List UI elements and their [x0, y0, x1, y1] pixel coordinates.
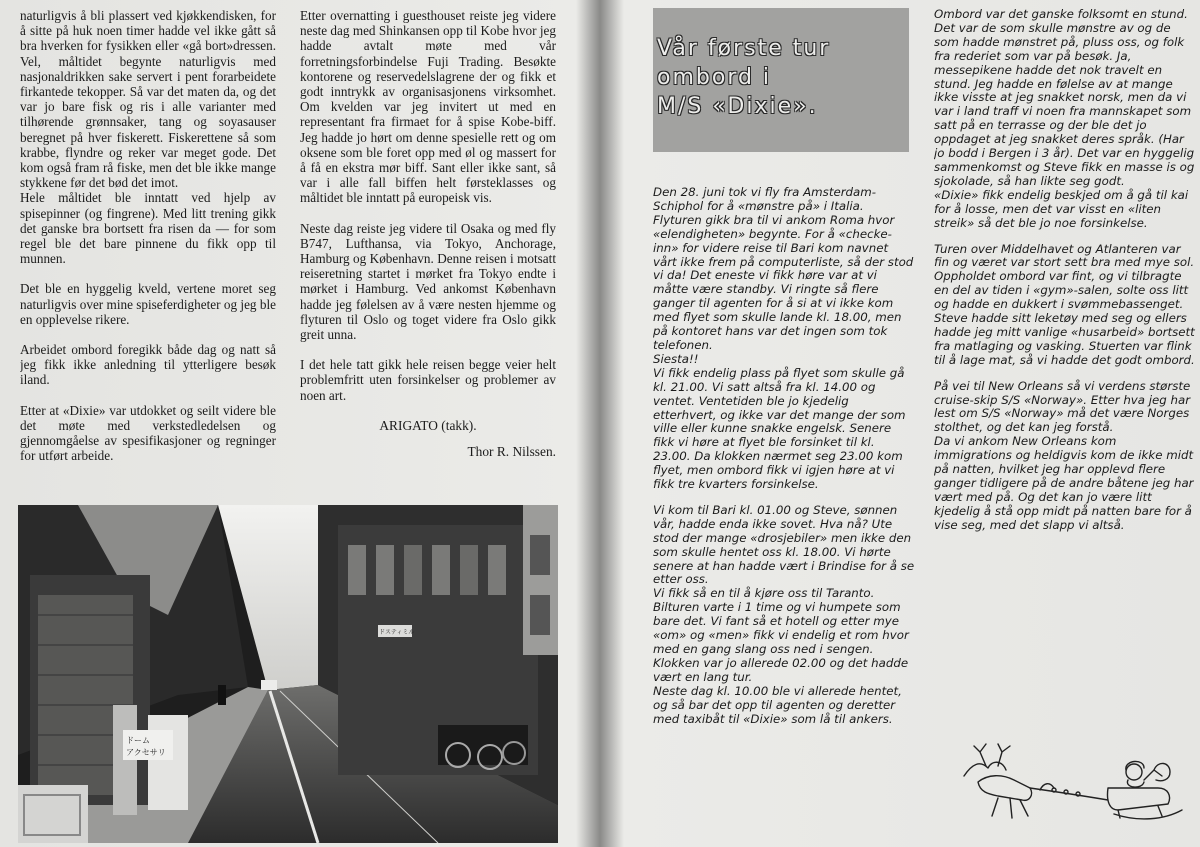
paragraph: Da vi ankom New Orleans kom immigrations og heldigvis kom de ikke midt på natten, hvilket jeg har opplevd flere ganger tidligere på de andre båtene jeg har vært med på. Og det kan jo være litt kjedelig å stå opp midt på natten bare for å vise seg, med det slapp vi altså. — [934, 434, 1194, 532]
paragraph: Ombord var det ganske folksomt en stund. Det var de som skulle mønstre av og de som hadde mønstret på, pluss oss, og folk fra rederiet som var på besøk. Ja, messepikene hadde det nok travelt en stund. Jeg hadde en følelse av at mange ikke visste at jeg snakket norsk, men da vi var i land traff vi noen fra mannskapet som satt på en terrasse og der ble det jo oppdaget at jeg snakket deres språk. (Har jo bodd i Bergen i 3 år). Det var en hyggelig sammenkomst og Steve fikk en masse is og sjokolade, så han likte seg godt. — [934, 8, 1195, 188]
paragraph: Det ble en hyggelig kveld, vertene moret seg naturligvis over mine spiseferdigheter og jeg ble en opplevelse rikere. — [20, 281, 276, 327]
headline-box — [653, 8, 909, 152]
paragraph: Arbeidet ombord foregikk både dag og natt så jeg fikk ikke anledning til ytterligere besøk iland. — [20, 342, 276, 388]
left-page — [0, 0, 590, 847]
paragraph: Vi fikk så en til å kjøre oss til Taranto. Bilturen varte i 1 time og vi humpete som bare det. Vi fant så et hotell og etter mye «om» og «men» fikk vi endelig et rom hvor med en gang slang oss ned i sengen. Klokken var jo allerede 02.00 og det hadde vært en lang tur. — [653, 586, 909, 684]
street-photo — [18, 505, 558, 843]
street-photo-drawing — [18, 505, 558, 843]
paragraph: naturligvis å bli plassert ved kjøkkendisken, for å sitte på huk noen timer hadde vel ikke gått så bra hverken for fysikken eller «gå bort»dressen. Vel, måltidet begynte naturligvis med nasjonaldrikken sake servert i pent forarbeidete firkantede tekopper. Så var det maten da, og det var jo bare fisk og ris i alle varianter med tilhørende grønnsaker, tang og soyasauser beregnet på hver fiskerett. Fiskerettene så som krabbe, flyndre og reker var meget gode. Det kom også fram rå fiske, men det ble ikke mange stykkene før det bød det imot. — [20, 8, 276, 191]
shop-sign-line-1: ドーム — [126, 736, 150, 745]
author-signature: Thor R. Nilssen. — [467, 443, 556, 459]
paragraph: Etter at «Dixie» var utdokket og seilt videre ble det møte med verkstedledelsen og gjennomgåelse av spesifikasjoner og regninger for utført arbeide. — [20, 402, 276, 464]
headline-line: ombord i — [657, 65, 772, 90]
headline-line: M/S «Dixie». — [657, 94, 818, 119]
paragraph: Den 28. juni tok vi fly fra Amsterdam-Schiphol for å «mønstre på» i Italia. Flyturen gikk bra til vi ankom Roma hvor «elendigheten» begynte. For å «checke-inn» for videre reise til Bari kom navnet vårt ikke frem på computerliste, så der stod vi da! Det eneste vi fikk høre var at vi måtte være standby. Vi ringte så flere ganger til agenten for å si at vi ikke kom med flyet som skulle lande kl. 18.00, men på kontoret hans var det ingen som tok telefonen. — [653, 186, 914, 352]
paragraph: Siesta!! — [653, 351, 699, 366]
headline-line: Vår første tur — [657, 36, 831, 61]
shop-sign-line-2: アクセサリ — [126, 748, 166, 757]
article-headline — [653, 34, 913, 121]
paragraph: Neste dag reiste jeg videre til Osaka og med fly B747, Lufthansa, via Tokyo, Anchorage, Hamburg og København. Denne reisen i motsatt reiseretning startet i mørket fra Tokyo endte i mørket i Hamburg. Ved ankomst København hadde jeg følelsen av å være nesten hjemme og flyturen til Oslo og toget videre fra Oslo gikk greit unna. — [300, 220, 556, 343]
paragraph: I det hele tatt gikk hele reisen begge veier helt problemfritt uten forsinkelser og problemer av noen art. — [300, 357, 556, 403]
shop-sign-2: ドスティミル — [379, 629, 415, 636]
right-column-2 — [934, 8, 1196, 726]
paragraph: Turen over Middelhavet og Atlanteren var fin og været var stort sett bra med mye sol. Oppholdet ombord var fint, og vi tilbragte en del av tiden i «gym»-salen, solte oss litt og hadde en dukkert i svømmebassenget. Steve hadde sitt leketøy med seg og ellers hadde jeg mitt vanlige «husarbeid» bortsett fra matlaging og vasking. Stuerten var flink til å lage mat, så vi hadde det godt ombord. — [934, 241, 1195, 367]
left-column-1 — [20, 8, 276, 498]
right-column-1 — [653, 186, 915, 841]
right-page — [606, 0, 1200, 847]
santa-sleigh-illustration — [958, 730, 1194, 842]
paragraph: Hele måltidet ble inntatt ved hjelp av spisepinner (og fingrene). Med litt trening gikk det ganske bra bortsett fra risen da — for som regel ble det bare pinnene du fikk opp til munnen. — [20, 190, 276, 267]
paragraph: Vi kom til Bari kl. 01.00 og Steve, sønnen vår, hadde enda ikke sovet. Hva nå? Ute stod der mange «drosjebiler» men ikke den som skulle hentet oss kl. 18.00. Vi hørte senere at han hadde vært i Brindise for å se etter oss. — [653, 502, 915, 587]
paragraph: Neste dag kl. 10.00 ble vi allerede hentet, og så bar det opp til agenten og deretter med taxibåt til «Dixie» som lå til ankers. — [653, 683, 902, 726]
paragraph: Etter overnatting i guesthouset reiste jeg videre neste dag med Shinkansen opp til Kobe hvor jeg hadde avtalt møte med vår forretningsforbindelse Fuji Trading. Besøkte kontorene og reservedelslagrene der og fikk et godt inntrykk av organisasjonens virksomhet. Om kvelden var jeg invitert ut med en representant fra firmaet for å spise Kobe-biff. Jeg hadde jo hørt om denne spesielle rett og om oksene som ble foret opp med øl og massert for å få en ekstra mør biff. Sant eller ikke sant, så var i alle fall biffen helt førsteklasses og måltidet ble inntatt på europeisk vis. — [300, 8, 556, 206]
paragraph: «Dixie» fikk endelig beskjed om å gå til kai for å losse, men det var visst en «liten streik» så det ble jo noe forsinkelse. — [934, 187, 1189, 230]
closing-thanks: ARIGATO (takk). — [379, 417, 477, 433]
paragraph: Vi fikk endelig plass på flyet som skulle gå kl. 21.00. Vi satt altså fra kl. 14.00 og ventet. Ventetiden ble jo kjedelig etterhvert, og ikke var det mange der som ville eller kunne snakke engelsk. Senere fikk vi høre at flyet ble forsinket til kl. 23.00. Da klokken nærmet seg 23.00 kom flyet, men ombord fikk vi igjen høre at vi fikk tre kvarters forsinkelse. — [653, 365, 906, 492]
paragraph: På vei til New Orleans så vi verdens største cruise-skip S/S «Norway». Etter hva jeg har lest om S/S «Norway» må det være Norges stolthet, og det kan jeg forstå. — [934, 378, 1191, 435]
left-column-2 — [300, 8, 556, 498]
